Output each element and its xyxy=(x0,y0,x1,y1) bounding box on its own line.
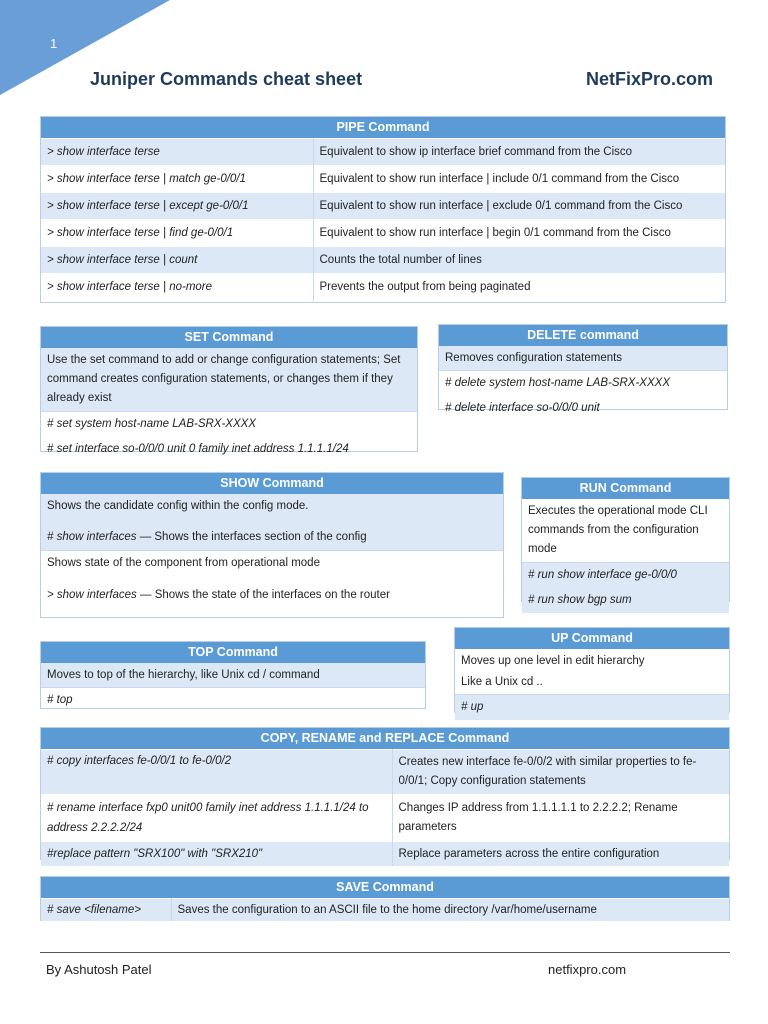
table-row xyxy=(41,842,729,866)
save-command-table xyxy=(41,898,729,921)
description-cell: Equivalent to show run interface | begin 0/1 command from the Cisco xyxy=(313,220,725,247)
run-command-section xyxy=(521,477,730,606)
copy-rename-replace-table xyxy=(41,749,729,866)
command-cell: #replace pattern "SRX100" with "SRX210" xyxy=(41,842,392,866)
delete-command-example-2: # delete interface so-0/0/0 unit xyxy=(445,402,600,414)
command-cell: > show interface terse xyxy=(41,139,313,166)
pipe-command-section xyxy=(40,116,726,303)
show-command-description-1: Shows the candidate config within the config mode. xyxy=(41,494,503,528)
set-command-example-2: # set interface so-0/0/0 unit 0 family inet address 1.1.1.1/24 xyxy=(47,443,349,455)
top-command-description: Moves to top of the hierarchy, like Unix cd / command xyxy=(41,663,425,687)
up-command-description-1: Moves up one level in edit hierarchy xyxy=(461,655,645,667)
table-row xyxy=(41,795,729,842)
top-command-section xyxy=(40,641,426,709)
description-cell: Creates new interface fe-0/0/2 with similar properties to fe-0/0/1; Copy configuration statements xyxy=(392,750,729,795)
show-command-example-1-note: — Shows the interfaces section of the config xyxy=(136,531,367,543)
top-command-example: # top xyxy=(41,687,425,713)
page-title: Juniper Commands cheat sheet xyxy=(90,69,363,89)
set-command-example-1: # set system host-name LAB-SRX-XXXX xyxy=(41,411,417,437)
description-cell: Counts the total number of lines xyxy=(313,247,725,274)
table-row xyxy=(41,750,729,795)
copy-rename-replace-header: COPY, RENAME and REPLACE Command xyxy=(41,728,729,749)
description-cell: Changes IP address from 1.1.1.1.1 to 2.2.2.2; Rename parameters xyxy=(392,795,729,842)
table-row xyxy=(41,220,725,247)
command-cell: # rename interface fxp0 unit00 family inet address 1.1.1.1/24 to address 2.2.2.2/24 xyxy=(41,795,392,842)
command-cell: # copy interfaces fe-0/0/1 to fe-0/0/2 xyxy=(41,750,392,795)
run-command-header: RUN Command xyxy=(522,478,729,499)
delete-command-description: Removes configuration statements xyxy=(439,346,727,370)
set-command-section xyxy=(40,326,418,455)
description-cell: Equivalent to show run interface | include 0/1 command from the Cisco xyxy=(313,166,725,193)
page-number: 1 xyxy=(50,36,58,51)
up-command-description-2: Like a Unix cd .. xyxy=(461,676,543,688)
footer-author: By Ashutosh Patel xyxy=(46,962,152,977)
pipe-command-table xyxy=(41,138,725,301)
show-command-example-1-cmd: # show interfaces xyxy=(47,531,137,543)
description-cell: Prevents the output from being paginated xyxy=(313,274,725,301)
command-cell: > show interface terse | except ge-0/0/1 xyxy=(41,193,313,220)
table-row xyxy=(41,899,729,922)
table-row xyxy=(41,247,725,274)
save-command-section xyxy=(40,876,730,921)
top-command-header: TOP Command xyxy=(41,642,425,663)
table-row xyxy=(41,193,725,220)
set-command-description: Use the set command to add or change configuration statements; Set command creates configuration statements, or changes them if they already exist xyxy=(41,348,417,411)
show-command-header: SHOW Command xyxy=(41,473,503,494)
command-cell: > show interface terse | no-more xyxy=(41,274,313,301)
copy-rename-replace-section xyxy=(40,727,730,860)
delete-command-example-1: # delete system host-name LAB-SRX-XXXX xyxy=(439,370,727,396)
table-row xyxy=(41,166,725,193)
show-command-example-2-note: — Shows the state of the interfaces on the router xyxy=(136,589,390,601)
set-command-header: SET Command xyxy=(41,327,417,348)
pipe-command-header: PIPE Command xyxy=(41,117,725,138)
show-command-example-1 xyxy=(41,528,503,550)
command-cell: > show interface terse | count xyxy=(41,247,313,274)
up-command-section xyxy=(454,627,730,713)
site-title: NetFixPro.com xyxy=(585,69,713,89)
up-command-example: # up xyxy=(455,694,729,720)
table-row xyxy=(41,139,725,166)
description-cell: Equivalent to show run interface | exclude 0/1 command from the Cisco xyxy=(313,193,725,220)
table-row xyxy=(41,274,725,301)
delete-command-header: DELETE command xyxy=(439,325,727,346)
show-command-example-2 xyxy=(41,586,503,608)
description-cell: Replace parameters across the entire configuration xyxy=(392,842,729,866)
description-cell: Equivalent to show ip interface brief command from the Cisco xyxy=(313,139,725,166)
command-cell: > show interface terse | match ge-0/0/1 xyxy=(41,166,313,193)
run-command-example-1: # run show interface ge-0/0/0 xyxy=(522,562,729,588)
run-command-description: Executes the operational mode CLI commands from the configuration mode xyxy=(528,505,708,555)
save-command-header: SAVE Command xyxy=(41,877,729,898)
footer-divider xyxy=(40,952,730,953)
up-command-header: UP Command xyxy=(455,628,729,649)
show-command-section xyxy=(40,472,504,618)
description-cell: Saves the configuration to an ASCII file to the home directory /var/home/username xyxy=(171,899,729,922)
command-cell: > show interface terse | find ge-0/0/1 xyxy=(41,220,313,247)
footer-site: netfixpro.com xyxy=(548,962,627,977)
show-command-example-2-cmd: > show interfaces xyxy=(47,589,137,601)
show-command-description-2: Shows state of the component from operational mode xyxy=(41,550,503,586)
command-cell: # save <filename> xyxy=(41,899,171,922)
delete-command-section xyxy=(438,324,728,414)
run-command-example-2: # run show bgp sum xyxy=(522,588,729,613)
